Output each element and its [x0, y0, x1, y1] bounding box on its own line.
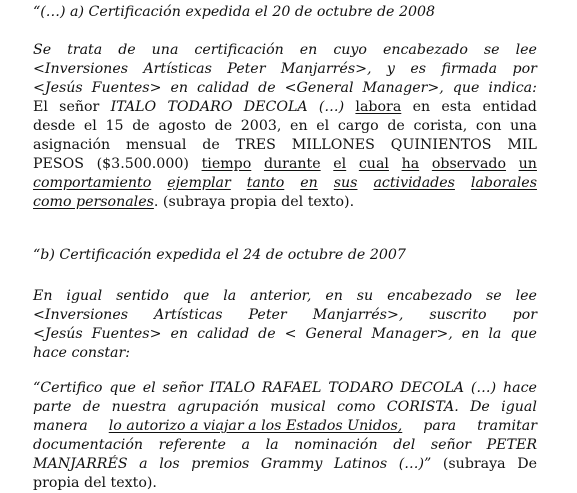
paragraph-line: hace constar:: [33, 345, 131, 361]
section-b-heading: “b) Certificación expedida el 24 de octubre de 2007: [33, 247, 406, 263]
paragraph-line: comportamiento ejemplar tanto en sus actividades laborales: [33, 175, 537, 191]
paragraph-line: <Jesús Fuentes> en calidad de < General Manager>, en la que: [33, 326, 537, 342]
paragraph-line: <Inversiones Artísticas Peter Manjarrés>, y es firmada por: [33, 61, 537, 77]
paragraph-line: “Certifico que el señor ITALO RAFAEL TODARO DECOLA (…) hace: [33, 380, 537, 396]
underlined-text: lo autorizo a viajar a los Estados Unidos,: [108, 418, 403, 434]
paragraph-line: documentación referente a la nominación del señor PETER: [33, 437, 537, 453]
paragraph-line: En igual sentido que la anterior, en su encabezado se lee: [33, 288, 537, 304]
paragraph-line: manera lo autorizo a viajar a los Estados Unidos, para tramitar: [33, 418, 537, 434]
paragraph-line: propia del texto).: [33, 475, 157, 491]
paragraph-line: asignación mensual de TRES MILLONES QUINIENTOS MIL: [33, 137, 537, 153]
paragraph-line: MANJARRÉS a los premios Grammy Latinos (…)” (subraya De: [33, 456, 537, 472]
paragraph-line: desde el 15 de agosto de 2003, en el cargo de corista, con una: [33, 118, 537, 134]
paragraph-line: <Jesús Fuentes> en calidad de <General Manager>, que indica:: [33, 80, 537, 96]
paragraph-line: parte de nuestra agrupación musical como CORISTA. De igual: [33, 399, 537, 415]
paragraph-line: como personales. (subraya propia del texto).: [33, 194, 355, 210]
section-a-heading: “(…) a) Certificación expedida el 20 de octubre de 2008: [33, 4, 436, 20]
paragraph-line: PESOS ($3.500.000) tiempo durante el cual ha observado un: [33, 156, 537, 172]
underlined-text: labora: [355, 99, 402, 115]
paragraph-line: Se trata de una certificación en cuyo encabezado se lee: [33, 42, 537, 58]
paragraph-line: El señor ITALO TODARO DECOLA (…) labora en esta entidad: [33, 99, 537, 115]
paragraph-line: <Inversiones Artísticas Peter Manjarrés>, suscrito por: [33, 307, 537, 323]
